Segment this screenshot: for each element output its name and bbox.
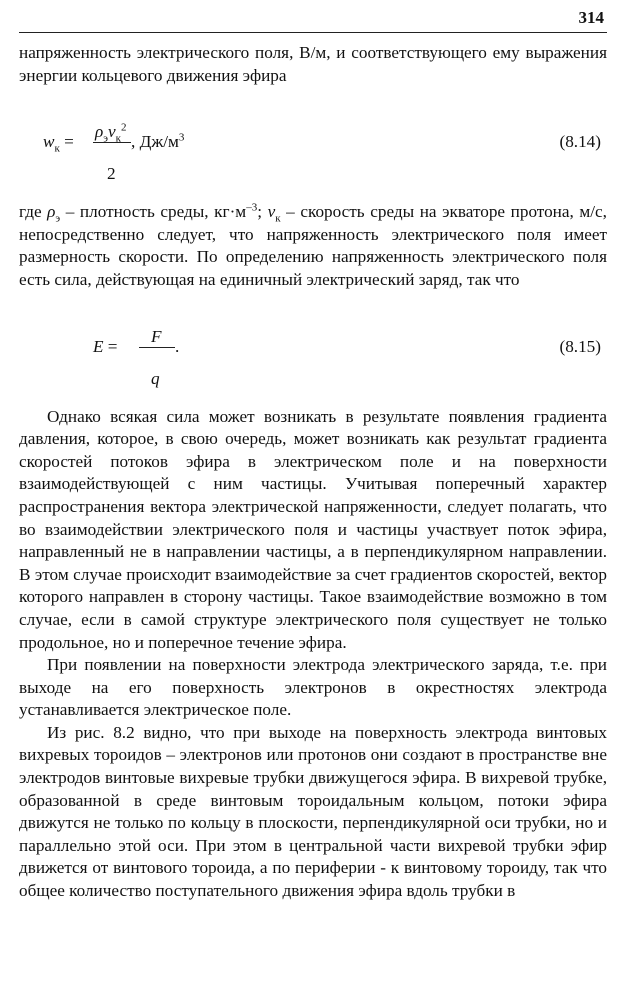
equation-8-14-lhs: $w_к$ = bbox=[43, 132, 74, 155]
paragraph-force: Однако всякая сила может возникать в результате появления градиента давления, которое, в свою очередь, может возникать как результат градиента скоростей потоков эфира в электрическом поле и на поверхности взаимодействующей с ним частицы. Учитывая поперечный характер распространения вектора электрической напряженности, следует полагать, что во взаимодействии электрического поля и частицы участвует поток эфира, направленный не в направлении частицы, а в перпендикулярном направлении. В этом случае происходит взаимодействие за счет градиентов скоростей, вектор которого направлен в сторону частицы. Такое взаимодействие возможно в том случае, если в самой структуре электрического поля существует не только продольное, но и поперечное течение эфира. bbox=[19, 406, 607, 652]
equation-8-14-denominator: 2 bbox=[107, 164, 116, 184]
equation-8-15-denominator: q bbox=[151, 368, 160, 388]
equation-8-15-numerator: F bbox=[151, 326, 162, 346]
equation-8-15-fraction-bar bbox=[139, 347, 175, 348]
equation-8-14-numerator: $\rho_эv_к^2$ bbox=[95, 121, 127, 145]
equation-8-15-period: . bbox=[175, 336, 180, 356]
equation-8-15-number: (8.15) bbox=[559, 336, 601, 356]
paragraph-electrode: При появлении на поверхности электрода электрического заряда, т.е. при выходе на его поверхность электронов в окрестностях электрода устанавливается электрическое поле. bbox=[19, 655, 607, 720]
paragraph-figure: Из рис. 8.2 видно, что при выходе на поверхность электрода винтовых вихревых тороидов – электронов или протонов они создают в пространстве вне электродов винтовые вихревые трубки движущегося эфира. В вихревой трубке, образованной в среде винтовым тороидальным кольцом, потоки эфира движутся не только по кольцу в плоскости, перпендикулярной оси трубки, но и параллельно этой оси. При этом в центральной части вихревой трубки эфир движется от винтового тороида, а по периферии - к винтовому тороиду, так что общее количество поступательного движения эфира вдоль трубки в bbox=[19, 722, 607, 901]
equation-8-15-lhs: E = bbox=[93, 336, 118, 356]
equation-8-14-number: (8.14) bbox=[559, 132, 601, 152]
page-body bbox=[19, 42, 607, 903]
equation-8-14-unit: , $Дж/м^3$ bbox=[131, 131, 185, 152]
paragraph-intro: напряженность электрического поля, В/м, и соответствующего ему выражения энергии кольцевого движения эфира bbox=[19, 43, 607, 85]
header-rule bbox=[19, 32, 607, 33]
equation-8-15 bbox=[19, 292, 607, 406]
equation-8-14 bbox=[19, 87, 607, 201]
equation-8-14-fraction-bar bbox=[93, 142, 131, 143]
page-number: 314 bbox=[578, 8, 604, 27]
paragraph-where: где $\rho_э$ – плотность среды, $кг\cdot м^{-3}$; $v_к$ – скорость среды на экваторе протона, м/с, непосредственно следует, что напряженность электрического поля имеет размерность скорости. По определению напряженность электрического поля есть сила, действующая на единичный электрический заряд, так что bbox=[19, 201, 607, 289]
